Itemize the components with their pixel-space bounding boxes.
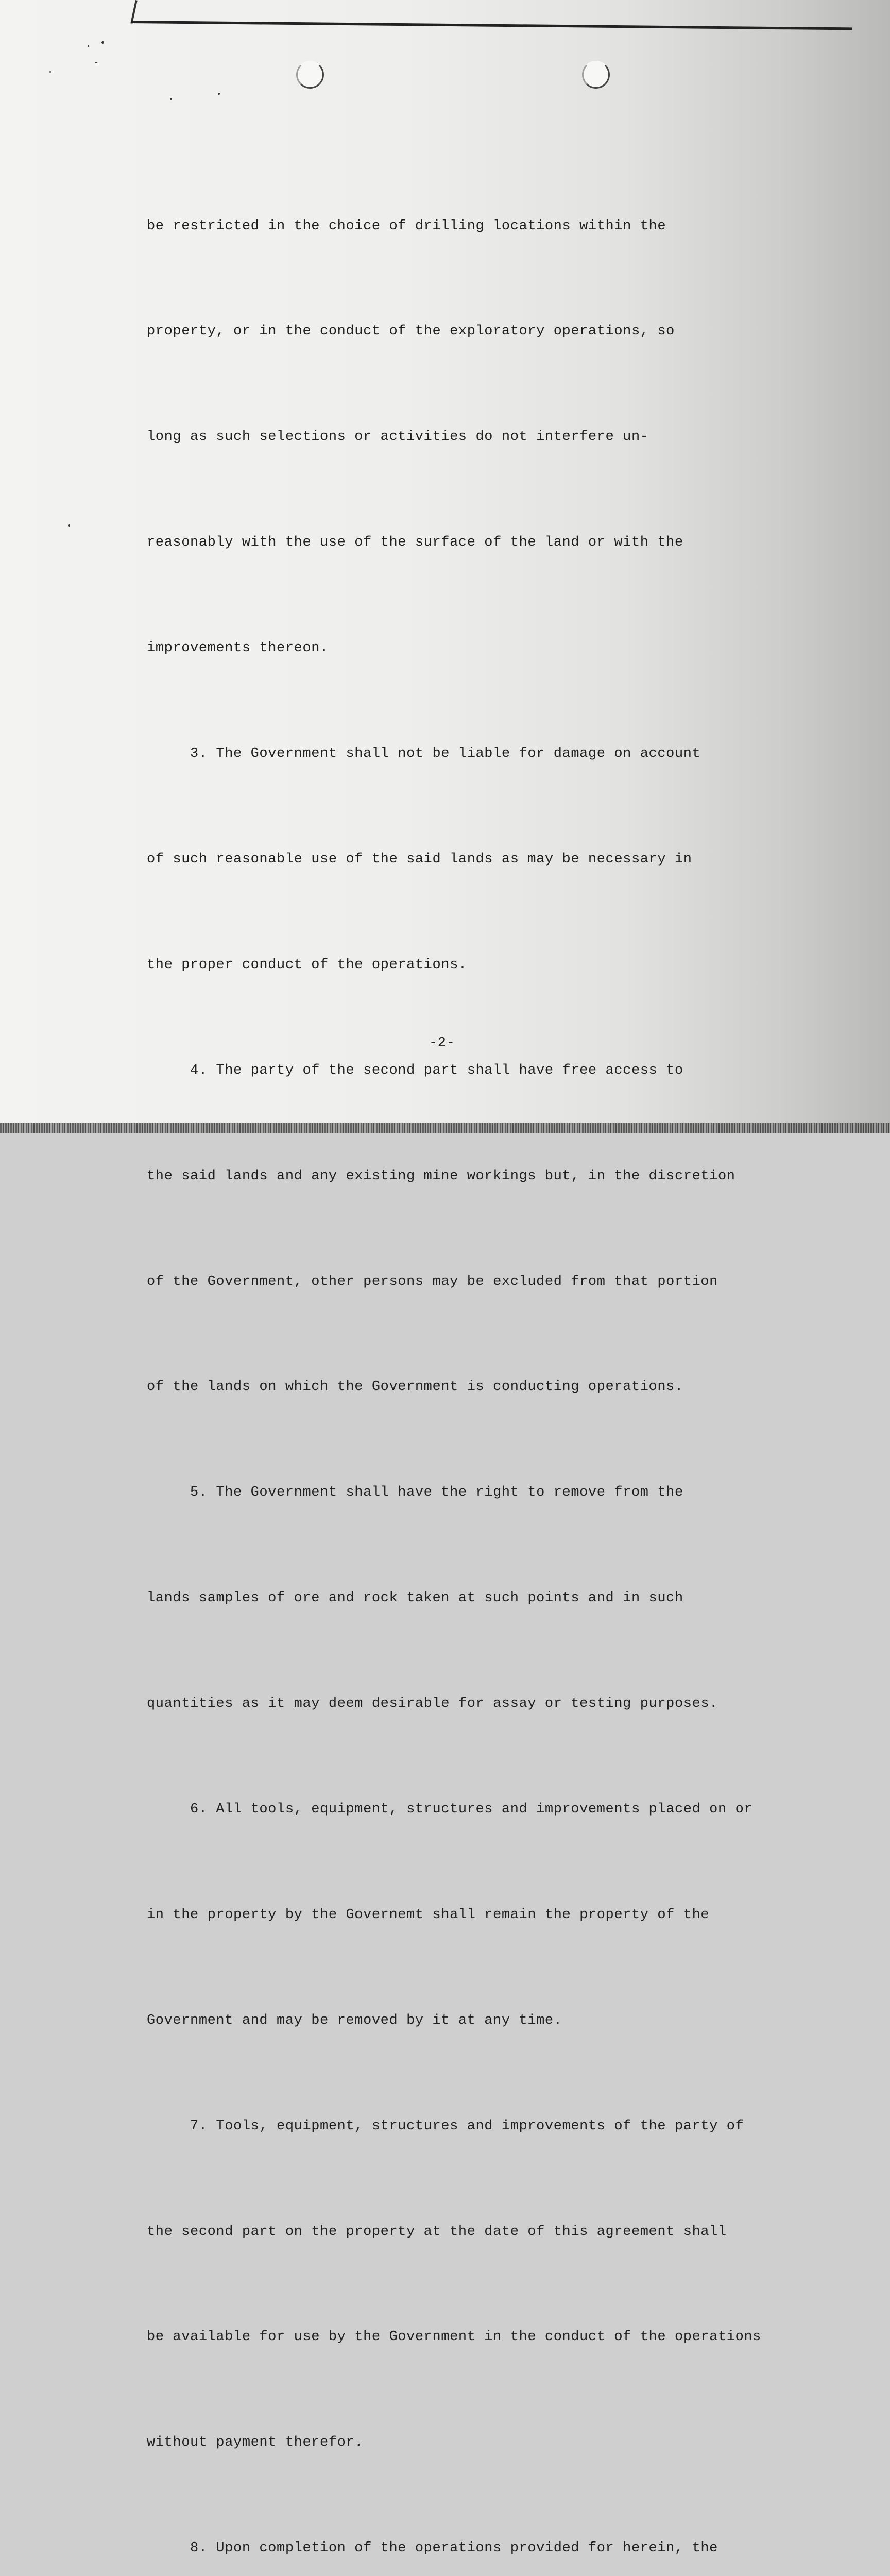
speck	[101, 41, 104, 44]
document-body	[147, 138, 785, 2576]
text-line: the said lands and any existing mine workings but, in the discretion	[147, 1168, 735, 1184]
text-line: of the Government, other persons may be excluded from that portion	[147, 1274, 718, 1290]
speck	[88, 45, 89, 47]
paragraph-7-start: 7. Tools, equipment, structures and improvements of the party of	[147, 2118, 744, 2134]
text-line: quantities as it may deem desirable for assay or testing purposes.	[147, 1696, 718, 1712]
text-line: long as such selections or activities do not interfere un-	[147, 429, 649, 445]
scan-bottom-edge	[0, 1123, 890, 1133]
text-line: of such reasonable use of the said lands as may be necessary in	[147, 851, 692, 867]
paragraph-8-start: 8. Upon completion of the operations provided for herein, the	[147, 2540, 718, 2556]
text-line: property, or in the conduct of the exploratory operations, so	[147, 324, 675, 340]
paper-top-edge	[131, 21, 852, 30]
text-line: of the lands on which the Government is conducting operations.	[147, 1379, 683, 1395]
text-line: the second part on the property at the date of this agreement shall	[147, 2224, 727, 2240]
speck	[95, 62, 97, 63]
paragraph-4-start: 4. The party of the second part shall have free access to	[147, 1062, 683, 1078]
speck	[218, 93, 220, 95]
text-line: lands samples of ore and rock taken at such points and in such	[147, 1590, 683, 1606]
punch-hole-left	[296, 61, 324, 89]
text-line: the proper conduct of the operations.	[147, 957, 467, 973]
text-line: improvements thereon.	[147, 640, 329, 656]
text-line: without payment therefor.	[147, 2435, 364, 2451]
page-number: -2-	[429, 1036, 455, 1051]
text-line: be available for use by the Government in the conduct of the operations	[147, 2329, 761, 2345]
speck	[68, 524, 70, 527]
punch-hole-right	[582, 61, 610, 89]
text-line: Government and may be removed by it at any time.	[147, 2012, 562, 2028]
paragraph-3-start: 3. The Government shall not be liable for damage on account	[147, 746, 701, 762]
text-line: in the property by the Governemt shall remain the property of the	[147, 1907, 710, 1923]
speck	[49, 71, 51, 73]
paragraph-6-start: 6. All tools, equipment, structures and improvements placed on or	[147, 1801, 753, 1817]
text-line: reasonably with the use of the surface of the land or with the	[147, 535, 683, 551]
text-line: be restricted in the choice of drilling locations within the	[147, 218, 666, 234]
paragraph-5-start: 5. The Government shall have the right to remove from the	[147, 1485, 683, 1501]
speck	[170, 98, 172, 100]
